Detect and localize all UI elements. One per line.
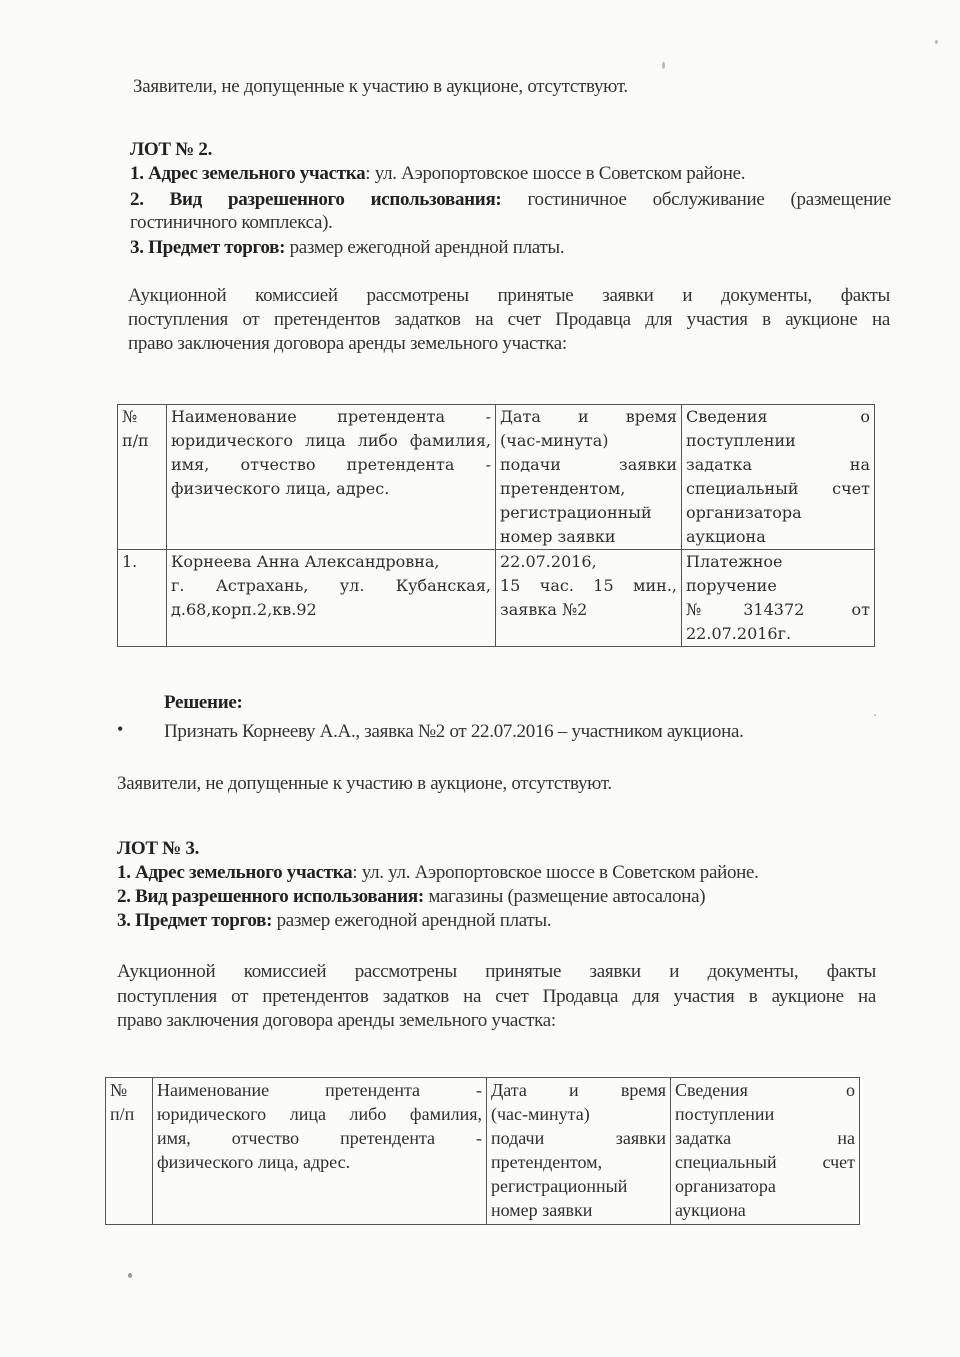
header-name: Наименование претендента - юридического лица либо фамилия, имя, отчество претендента - физического лица, адрес.: [167, 405, 496, 550]
scan-speck: [128, 1273, 132, 1278]
lot-2-absent-applicants: Заявители, не допущенные к участию в аукционе, отсутствуют.: [117, 773, 612, 794]
decision-item: Признать Корнееву А.А., заявка №2 от 22.07.2016 – участником аукциона.: [164, 721, 744, 742]
row-applicant: Корнеева Анна Александровна, г. Астрахань, ул. Кубанская, д.68,корп.2,кв.92: [167, 550, 496, 647]
lot-2-paragraph-line-1: Аукционной комиссией рассмотрены принятые заявки и документы, факты: [128, 285, 890, 306]
lot-2-address: 1. Адрес земельного участка: ул. Аэропортовское шоссе в Советском районе.: [130, 163, 746, 184]
table-row: [118, 550, 875, 647]
lot-2-use: 2. Вид разрешенного использования: гостиничное обслуживание (размещение: [130, 189, 891, 210]
lot-3-use: 2. Вид разрешенного использования: магазины (размещение автосалона): [117, 886, 706, 907]
lot-3-address: 1. Адрес земельного участка: ул. ул. Аэропортовское шоссе в Советском районе.: [117, 862, 759, 883]
lot-2-paragraph-line-2: поступления от претендентов задатков на счет Продавца для участия в аукционе на: [128, 309, 890, 330]
lot-3-applications-table: [105, 1077, 860, 1225]
header-deposit: Сведения о поступлении задатка на специальный счет организатора аукциона: [671, 1078, 860, 1225]
table-header-row: [118, 405, 875, 550]
scan-speck: [662, 62, 665, 69]
header-date: Дата и время (час-минута) подачи заявки претендентом, регистрационный номер заявки: [496, 405, 682, 550]
lot-3-paragraph-line-2: поступления от претендентов задатков на счет Продавца для участия в аукционе на: [117, 986, 876, 1007]
lot-3-subject: 3. Предмет торгов: размер ежегодной арендной платы.: [117, 910, 552, 931]
bullet-icon: •: [117, 719, 124, 739]
row-date: 22.07.2016, 15 час. 15 мин., заявка №2: [496, 550, 682, 647]
header-num: № п/п: [118, 405, 167, 550]
header-deposit: Сведения о поступлении задатка на специальный счет организатора аукциона: [682, 405, 875, 550]
header-date: Дата и время (час-минута) подачи заявки претендентом, регистрационный номер заявки: [487, 1078, 671, 1225]
decision-label: Решение:: [164, 692, 243, 713]
scan-speck: [935, 40, 938, 44]
lot-3-paragraph-line-1: Аукционной комиссией рассмотрены принятые заявки и документы, факты: [117, 961, 876, 982]
row-deposit: Платежное поручение №314372 от 22.07.2016г.: [682, 550, 875, 647]
scan-speck: [874, 714, 876, 716]
table-header-row: [106, 1078, 860, 1225]
header-num: № п/п: [106, 1078, 153, 1225]
lot-2-paragraph-line-3: право заключения договора аренды земельного участка:: [128, 333, 567, 354]
lot-2-use-cont: гостиничного комплекса).: [130, 212, 333, 233]
lot-2-title: ЛОТ № 2.: [130, 139, 213, 160]
header-name: Наименование претендента - юридического лица либо фамилия, имя, отчество претендента - физического лица, адрес.: [153, 1078, 487, 1225]
lot-3-title: ЛОТ № 3.: [117, 838, 200, 859]
row-num: 1.: [118, 550, 167, 647]
lot-2-subject: 3. Предмет торгов: размер ежегодной арендной платы.: [130, 237, 565, 258]
absent-applicants-text: Заявители, не допущенные к участию в аукционе, отсутствуют.: [133, 76, 628, 97]
lot-2-applications-table: [117, 404, 875, 647]
lot-3-paragraph-line-3: право заключения договора аренды земельного участка:: [117, 1010, 556, 1031]
